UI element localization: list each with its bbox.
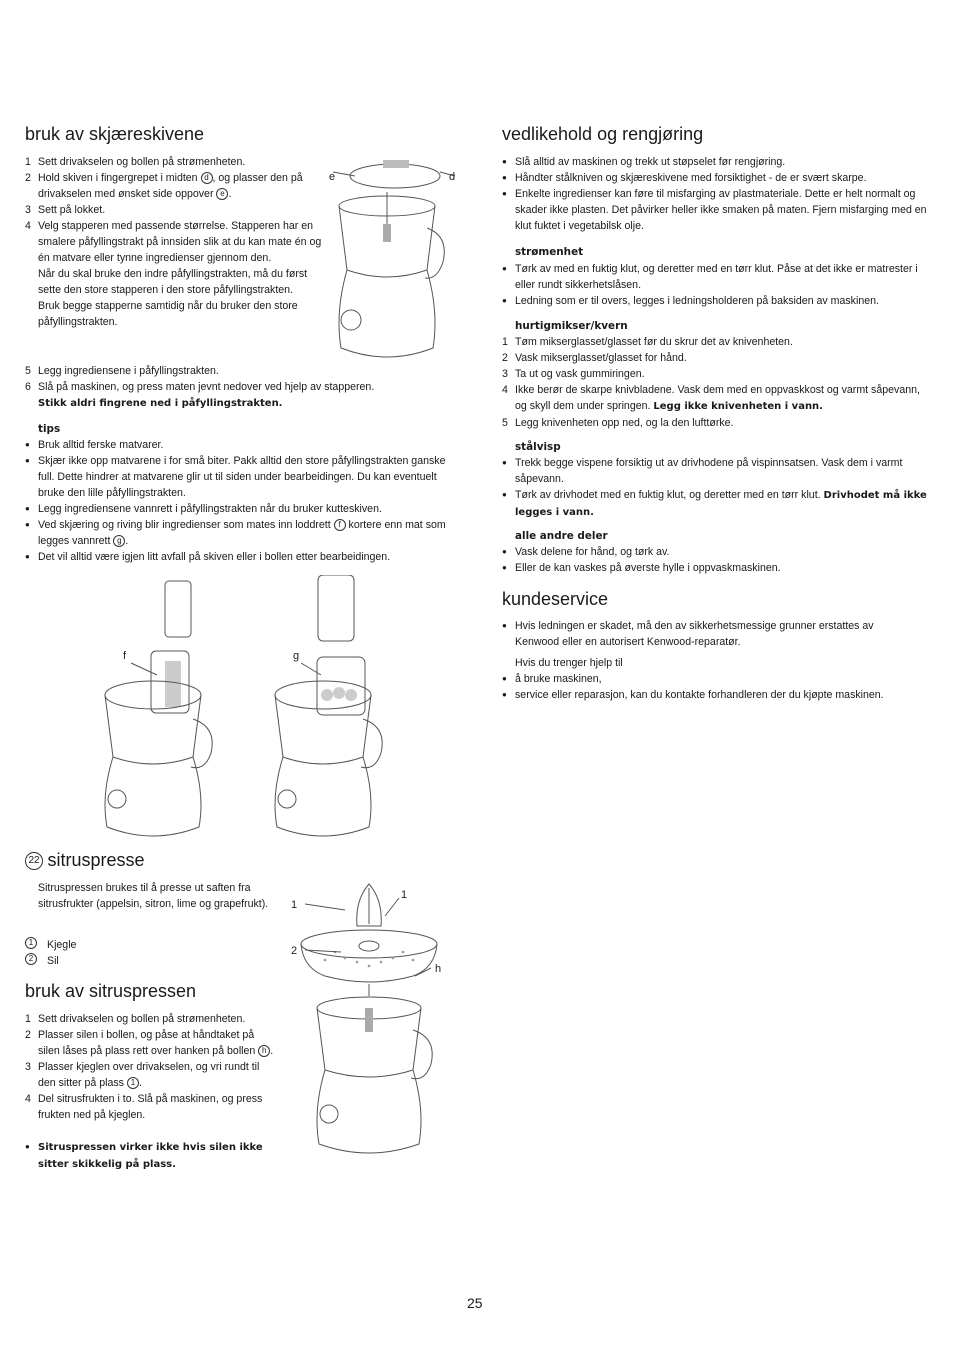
service-list-1 [502, 618, 920, 650]
label-cone-1: 1 [291, 899, 298, 911]
list-item: ● Bruk alltid ferske matvarer. [25, 437, 453, 453]
callout-h: h [258, 1045, 270, 1057]
citrus-intro: Sitruspressen brukes til å presse ut saften fra sitrusfrukter (appelsin, sitron, lime og grapefrukt). [38, 882, 269, 910]
callout-d: d [201, 172, 213, 184]
tips-heading: tips [38, 423, 61, 435]
citrus-steps [25, 1011, 275, 1123]
heading-hurtig: hurtigmikser/kvern [515, 320, 628, 332]
stalvisp-list [502, 455, 930, 521]
label-sieve-2: 2 [291, 945, 298, 957]
heading-strom: strømenhet [515, 246, 584, 258]
section-number-badge: 22 [25, 852, 43, 870]
slicing-disc-illustration [325, 152, 465, 367]
feed-tube-illustration [95, 575, 395, 840]
list-item: ● Vask delene for hånd, og tørk av. [502, 544, 930, 560]
label-d: d [449, 171, 456, 183]
list-item: 2 Hold skiven i fingergrepet i midten d , og plasser den på drivakselen med ønsket side oppover e . [25, 172, 303, 200]
list-item: ● Slå alltid av maskinen og trekk ut støpselet før rengjøring. [502, 154, 930, 170]
list-item: 4 Ikke berør de skarpe knivbladene. Vask dem med en oppvaskkost og varmt såpevann, og skyll dem under springen. Legg ikke knivenheten i vann. [502, 384, 920, 412]
callout-f: f [334, 519, 346, 531]
label-g: g [293, 650, 300, 662]
label-h: h [435, 963, 442, 975]
callout-1: 1 [127, 1077, 139, 1089]
list-item: 3 Plasser kjeglen over drivakselen, og vri rundt til den sitter på plass 1 . [25, 1061, 260, 1089]
list-item: 5 Legg knivenheten opp ned, og la den lufttørke. [502, 417, 734, 429]
list-item: ● Det vil alltid være igjen litt avfall på skiven eller i bollen etter bearbeidingen. [25, 549, 453, 565]
list-item: 5 Legg ingrediensene i påfyllingstrakten. [25, 365, 219, 377]
section-title-maintenance: vedlikehold og rengjøring [502, 124, 704, 144]
tips-list [25, 437, 453, 565]
list-item: ● Tørk av med en fuktig klut, og deretter med en tørr klut. Påse at det ikke er matrester i eller rundt sikkerhetslåsen. [502, 261, 930, 293]
slicing-steps-cont [25, 363, 455, 412]
callout-g: g [113, 535, 125, 547]
service-list-2 [502, 671, 930, 703]
list-item: ● Skjær ikke opp matvarene i for små biter. Pakk alltid den store påfyllingstrakten ganske full. Dette hindrer at matvarene glir ut til siden under bearbeidingen. Du kan eventuelt bruke den lille påfyllingstrakten. [25, 453, 453, 501]
list-item: ● Håndter stålkniven og skjæreskivene med forsiktighet - de er svært skarpe. [502, 170, 930, 186]
label-cone-1b: 1 [401, 889, 408, 901]
list-item: 2 Vask mikserglasset/glasset for hånd. [502, 352, 687, 364]
list-item: ● Tørk av drivhodet med en fuktig klut, og deretter med en tørr klut. Drivhodet må ikke legges i vann. [502, 487, 930, 521]
section-title-citrus: 22 sitruspresse [25, 850, 144, 871]
slicing-steps [25, 154, 325, 330]
citrus-parts [25, 937, 225, 969]
section-title-customer-service: kundeservice [502, 589, 609, 609]
list-item: 1 Kjegle [25, 937, 225, 953]
list-item: ● Ved skjæring og riving blir ingredienser som mates inn loddrett f kortere enn mat som legges vannrett g . [25, 517, 453, 549]
page-number: 25 [467, 1295, 483, 1311]
heading-andre: alle andre deler [515, 530, 608, 542]
list-item: 1 Sett drivakselen og bollen på strømenheten. [25, 156, 246, 168]
list-item: ● Ledning som er til overs, legges i ledningsholderen på baksiden av maskinen. [502, 293, 930, 309]
section-title-citrus-use: bruk av sitruspressen [25, 981, 197, 1001]
list-item: ● Hvis ledningen er skadet, må den av sikkerhetsmessige grunner erstattes av Kenwood eller en autorisert Kenwood-reparatør. [502, 618, 920, 650]
citrus-warning [25, 1139, 275, 1173]
heading-stalvisp: stålvisp [515, 441, 561, 453]
list-item: 4 Velg stapperen med passende størrelse. Stapperen har en smalere påfyllingstrakt på innsiden slik at du kan mate én og én matvare eller tynne ingredienser gjennom den. Når du skal bruke den indre påfyllingstrakten, må du først sette den store stapperen i den store påfyllingstrakten. Bruk begge stapperne samtidig når du bruker den store påfyllingstrakten. [25, 220, 322, 328]
maintenance-list [502, 154, 930, 234]
list-item: ● Sitruspressen virker ikke hvis silen ikke sitter skikkelig på plass. [25, 1139, 275, 1173]
list-item: 2 Sil [25, 953, 225, 969]
list-item: 3 Ta ut og vask gummiringen. [502, 368, 645, 380]
list-item: ● Trekk begge vispene forsiktig ut av drivhodene på vispinnsatsen. Vask dem i varmt såpevann. [502, 455, 930, 487]
label-e: e [329, 171, 336, 183]
service-intro: Hvis du trenger hjelp til [515, 657, 623, 669]
list-item: 2 Plasser silen i bollen, og påse at håndtaket på silen låses på plass rett over hanken på bollen h . [25, 1029, 274, 1057]
list-item: ● Legg ingrediensene vannrett i påfyllingstrakten når du bruker kutteskiven. [25, 501, 453, 517]
hurtig-list [502, 334, 930, 431]
label-f: f [123, 650, 127, 662]
list-item: 1 Tøm mikserglasset/glasset før du skrur det av knivenheten. [502, 336, 793, 348]
section-title-slicing: bruk av skjæreskivene [25, 124, 205, 144]
list-item: 3 Sett på lokket. [25, 204, 106, 216]
callout-e: e [216, 188, 228, 200]
citrus-press-illustration [285, 880, 460, 1170]
list-item: ● Eller de kan vaskes på øverste hylle i oppvaskmaskinen. [502, 560, 930, 576]
list-item: 1 Sett drivakselen og bollen på strømenheten. [25, 1013, 246, 1025]
list-item: ● Enkelte ingredienser kan føre til misfarging av plastmateriale. Dette er helt normalt og skader ikke plasten. Det påvirker heller ikke smaken på maten. Fjern misfarging med en klut fuktet i vegetabilsk olje. [502, 186, 930, 234]
list-item: 6 Slå på maskinen, og press maten jevnt nedover ved hjelp av stapperen. Stikk aldri fingrene ned i påfyllingstrakten. [25, 381, 375, 409]
strom-list [502, 261, 930, 309]
list-item: ● å bruke maskinen, [502, 671, 930, 687]
list-item: ● service eller reparasjon, kan du kontakte forhandleren der du kjøpte maskinen. [502, 687, 930, 703]
andre-list [502, 544, 930, 576]
list-item: 4 Del sitrusfrukten i to. Slå på maskinen, og press frukten ned på kjeglen. [25, 1093, 263, 1121]
